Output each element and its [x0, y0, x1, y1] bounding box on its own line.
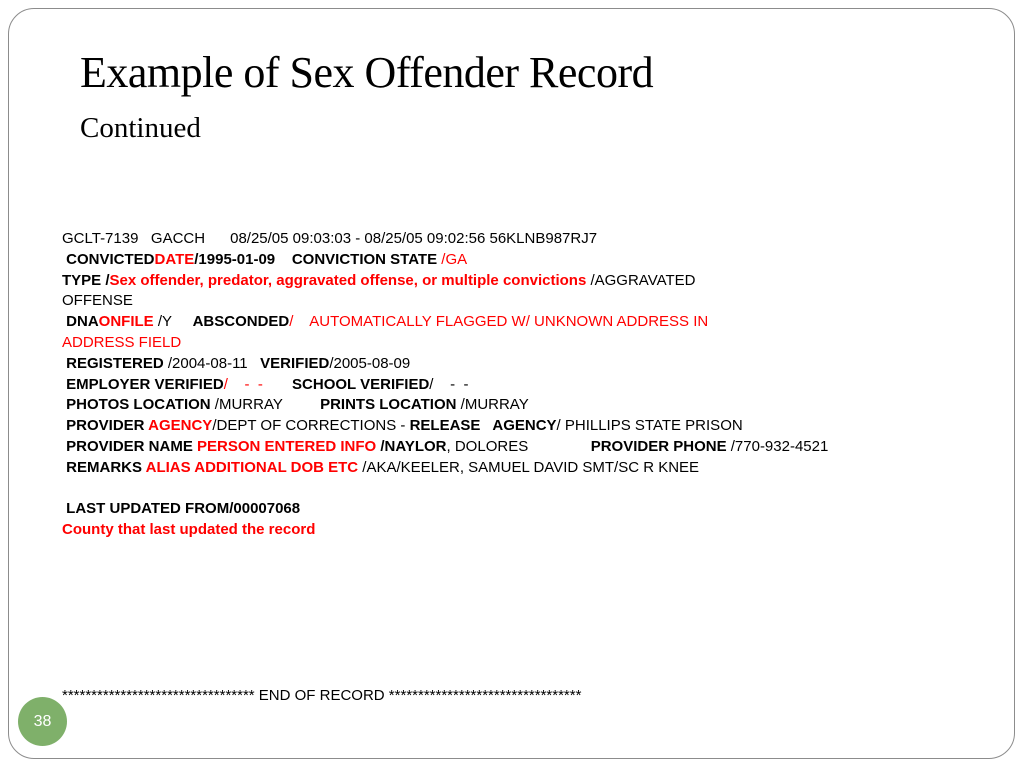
provider-name-line — [62, 437, 962, 458]
registered-label: REGISTERED — [62, 354, 164, 372]
registered-line — [62, 354, 962, 375]
conviction-state-label: CONVICTION STATE — [275, 250, 442, 268]
remarks-line — [62, 458, 962, 479]
employer-line — [62, 375, 962, 396]
provider-first-name: , DOLORES — [446, 437, 591, 455]
dna-line — [62, 312, 962, 333]
prints-location-label: PRINTS LOCATION — [320, 396, 457, 414]
end-of-record: ********************************* END OF RECORD ********************************* — [62, 687, 582, 704]
prints-location-value: /MURRAY — [456, 396, 529, 414]
release-agency-label: RELEASE AGENCY — [409, 417, 557, 435]
conviction-date-label: DATE — [154, 250, 195, 268]
remarks-value: /AKA/KEELER, SAMUEL DAVID SMT/SC R KNEE — [358, 458, 700, 476]
absconded-sep: / — [289, 313, 294, 331]
dna-value: /Y — [153, 313, 193, 331]
photos-line — [62, 395, 962, 416]
provider-phone-label: PROVIDER PHONE — [590, 437, 727, 455]
dna-label: DNA — [62, 313, 99, 331]
provider-line — [62, 416, 962, 437]
type-description: Sex offender, predator, aggravated offense, or multiple convictions — [109, 271, 587, 289]
type-label: TYPE / — [62, 271, 110, 289]
provider-agency-label: AGENCY — [148, 417, 213, 435]
provider-agency-value: /DEPT OF CORRECTIONS - — [212, 417, 410, 435]
conviction-label: CONVICTED — [62, 250, 155, 268]
employer-verified-label: EMPLOYER VERIFIED — [62, 375, 224, 393]
employer-verified-value: / - - — [223, 375, 293, 393]
last-updated-note: County that last updated the record — [62, 521, 316, 539]
conviction-line — [62, 250, 962, 271]
page-number-badge — [18, 697, 67, 746]
provider-label: PROVIDER — [62, 417, 149, 435]
photos-location-label: PHOTOS LOCATION — [62, 396, 211, 414]
slide-subtitle: Continued — [80, 112, 201, 144]
provider-name-red: PERSON ENTERED INFO — [197, 437, 377, 455]
slide-title: Example of Sex Offender Record — [80, 48, 654, 97]
school-verified-value: / - - — [429, 375, 469, 393]
remarks-red: ALIAS ADDITIONAL DOB ETC — [145, 458, 359, 476]
provider-phone-value: /770-932-4521 — [726, 437, 829, 455]
conviction-state-value: /GA — [441, 250, 468, 268]
last-updated-line: LAST UPDATED FROM/00007068 — [62, 500, 301, 518]
absconded-label: ABSCONDED — [192, 313, 290, 331]
type-value: /AGGRAVATED — [586, 271, 696, 289]
record-header: GCLT-7139 GACCH 08/25/05 09:03:03 - 08/25/05 09:02:56 56KLNB987RJ7 — [62, 230, 598, 247]
type-line-cont: OFFENSE — [62, 292, 133, 310]
conviction-sep: / — [194, 250, 199, 268]
record-body — [62, 229, 962, 541]
page-number: 38 — [33, 712, 52, 730]
dna-onfile-label: ONFILE — [98, 313, 154, 331]
release-agency-value: / PHILLIPS STATE PRISON — [556, 417, 743, 435]
registered-value: /2004-08-11 — [163, 354, 261, 372]
type-line — [62, 271, 962, 292]
absconded-note-cont: ADDRESS FIELD — [62, 333, 182, 351]
absconded-note: AUTOMATICALLY FLAGGED W/ UNKNOWN ADDRESS IN — [293, 313, 709, 331]
photos-location-value: /MURRAY — [210, 396, 321, 414]
conviction-date-value: 1995-01-09 — [198, 250, 276, 268]
school-verified-label: SCHOOL VERIFIED — [292, 375, 430, 393]
verified-label: VERIFIED — [260, 354, 330, 372]
verified-value: /2005-08-09 — [329, 354, 411, 372]
provider-name-label: PROVIDER NAME — [62, 437, 198, 455]
blank-line — [62, 479, 962, 500]
provider-name-sep: / — [376, 437, 385, 455]
provider-last-name: NAYLOR — [384, 437, 447, 455]
remarks-label: REMARKS — [62, 458, 146, 476]
